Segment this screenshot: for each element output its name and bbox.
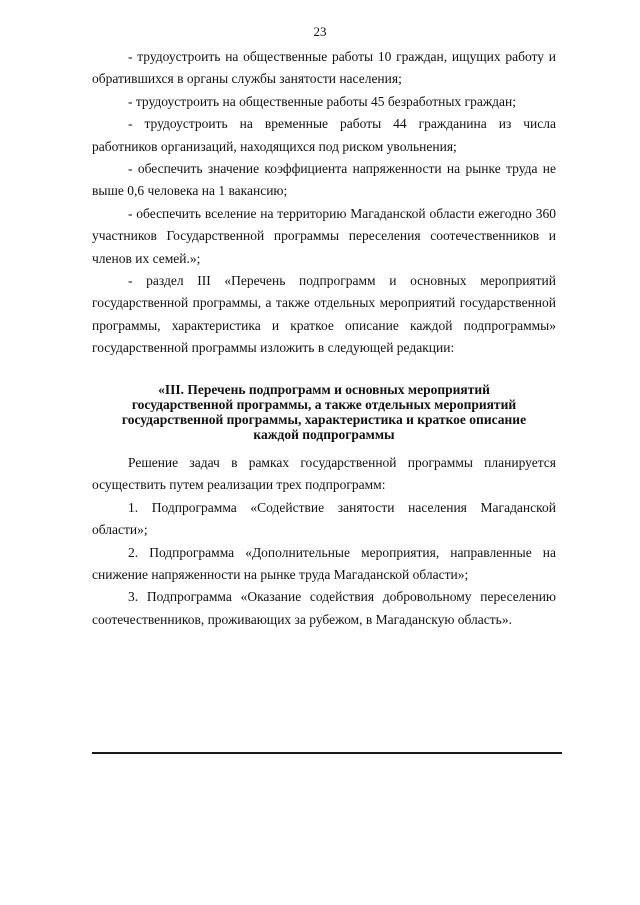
section-heading-line-1: «III. Перечень подпрограмм и основных мероприятий [158,382,490,397]
bullet-item-temporary-works-44: - трудоустроить на временные работы 44 гражданина из числа работников организаций, находящихся под риском увольнения; [92,116,556,154]
bullet-list [92,46,556,360]
section-heading-line-3: государственной программы, характеристика и краткое описание [121,412,527,427]
intro-paragraph: Решение задач в рамках государственной программы планируется осуществить путем реализации трех подпрограмм: [92,455,556,493]
subprogram-item-2: 2. Подпрограмма «Дополнительные мероприятия, направленные на снижение напряженности на рынке труда Магаданской области»; [92,544,556,583]
bullet-item-resettlement: - обеспечить вселение на территорию Магаданской области ежегодно 360 участников Государственной программы переселения соотечественников и членов их семей.»; [92,205,556,266]
section-heading-line-2: государственной программы, а также отдельных мероприятий [131,397,517,412]
bullet-item-section-three: - раздел III «Перечень подпрограмм и основных мероприятий государственной программы, а также отдельных мероприятий государственной программы, характеристика и краткое описание каждой подпрограммы» государственной программы изложить в следующей редакции: [92,273,556,356]
footer-divider [92,752,562,754]
subprogram-list [92,452,556,631]
bullet-item-tension-coefficient: - обеспечить значение коэффициента напряженности на рынке труда не выше 0,6 человека на 1 вакансию; [92,161,556,199]
bullet-item-public-works-10: - трудоустроить на общественные работы 10 граждан, ищущих работу и обратившихся в органы службы занятости населения; [92,49,556,87]
page-number: 23 [313,24,327,39]
bullet-item-public-works-45: - трудоустроить на общественные работы 45 безработных граждан; [128,93,516,109]
section-heading-line-4: каждой подпрограммы [253,427,395,442]
subprogram-item-3: 3. Подпрограмма «Оказание содействия добровольному переселению соотечественников, проживающих за рубежом, в Магаданскую область». [92,589,556,627]
section-heading [92,382,556,442]
subprogram-item-1: 1. Подпрограмма «Содействие занятости населения Магаданской области»; [92,499,556,538]
